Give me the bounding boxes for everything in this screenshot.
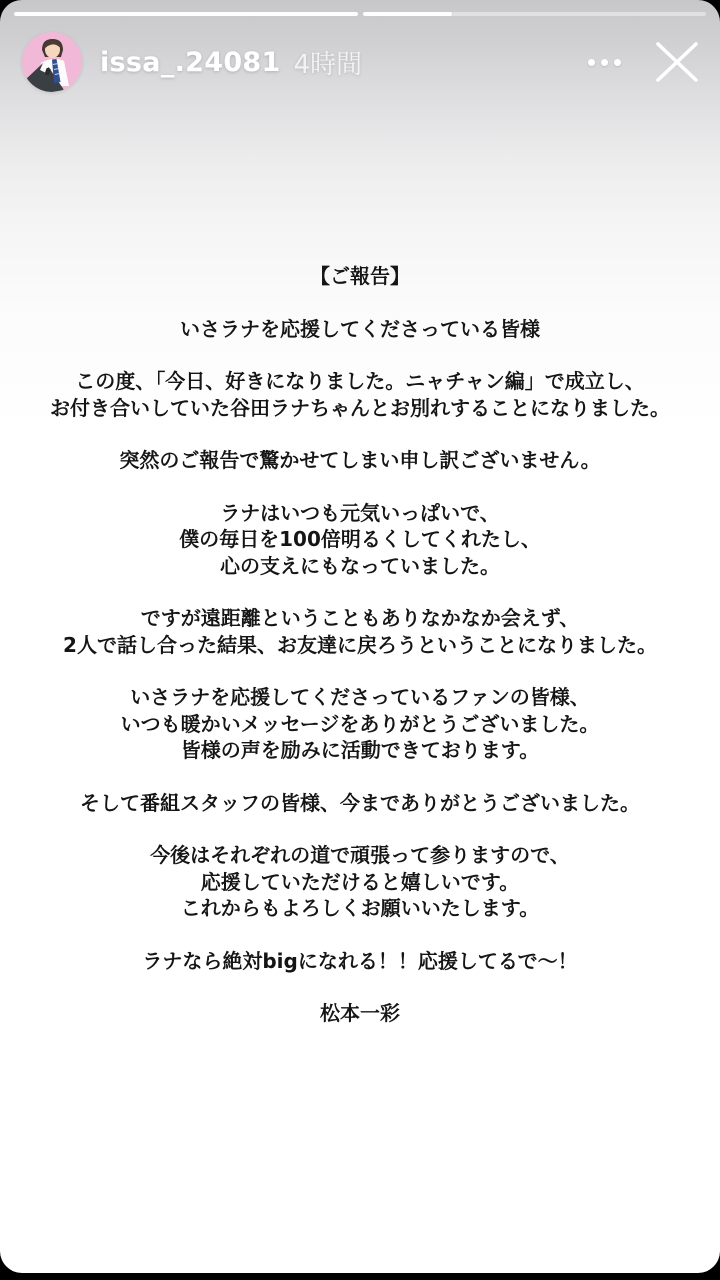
story-header	[22, 31, 700, 93]
story-progress-bar	[14, 12, 706, 16]
story-text-line: 心の支えにもなっていました。	[220, 553, 500, 578]
story-text-line: いさラナを応援してくださっているファンの皆様、	[130, 685, 590, 709]
story-text-line: ラナはいつも元気いっぱいで、	[220, 500, 500, 525]
story-text-line: お付き合いしていた谷田ラナちゃんとお別れすることになりました。	[50, 395, 670, 420]
progress-fill-1	[14, 12, 358, 16]
story-text-line: これからもよろしくお願いいたします。	[180, 896, 540, 920]
paragraph	[0, 605, 720, 658]
announcement-title	[0, 263, 720, 290]
avatar-illustration	[22, 32, 82, 92]
dot	[614, 59, 621, 66]
dot	[588, 59, 595, 66]
avatar[interactable]	[22, 32, 82, 92]
story-text-line: 今後はそれぞれの道で頑張って参りますので、	[150, 843, 570, 867]
progress-segment-2	[363, 12, 707, 16]
story-text-line: 2人で話し合った結果、お友達に戻ろうということになりました。	[63, 632, 657, 657]
story-text-line: 皆様の声を励みに活動できております。	[180, 738, 540, 762]
paragraph	[0, 368, 720, 421]
paragraph	[0, 948, 720, 975]
username[interactable]: issa_.24081	[100, 46, 281, 78]
story-text	[0, 263, 720, 1053]
story-text-line: 突然のご報告で驚かせてしまい申し訳ございません。	[119, 448, 601, 472]
dot	[601, 59, 608, 66]
story-text-line: そして番組スタッフの皆様、今までありがとうございました。	[80, 790, 640, 815]
close-icon[interactable]	[654, 41, 700, 83]
story-text-line: 松本一彩	[320, 1001, 400, 1025]
paragraph	[0, 684, 720, 764]
more-options-icon[interactable]	[588, 51, 621, 74]
story-text-line: ですが遠距離ということもありなかなか会えず、	[140, 606, 580, 630]
story-text-line: 【ご報告】	[310, 264, 410, 288]
story-text-line: この度、「今日、好きになりました。ニャチャン編」で成立し、	[75, 369, 645, 393]
story-text-line: いさラナを応援してくださっている皆様	[180, 316, 540, 341]
paragraph	[0, 447, 720, 474]
signature	[0, 1000, 720, 1027]
timestamp: 4時間	[293, 49, 363, 80]
paragraph	[0, 790, 720, 817]
paragraph	[0, 500, 720, 580]
paragraph	[0, 842, 720, 922]
story-text-line: 応援していただけると嬉しいです。	[200, 869, 520, 894]
paragraph	[0, 316, 720, 343]
story-text-line: いつも暖かいメッセージをありがとうございました。	[120, 711, 600, 736]
progress-segment-1	[14, 12, 358, 16]
progress-fill-2	[363, 12, 452, 16]
story-text-line: ラナなら絶対bigになれる！！応援してるで〜！	[142, 948, 578, 973]
story-text-line: 僕の毎日を100倍明るくしてくれたし、	[179, 527, 541, 551]
